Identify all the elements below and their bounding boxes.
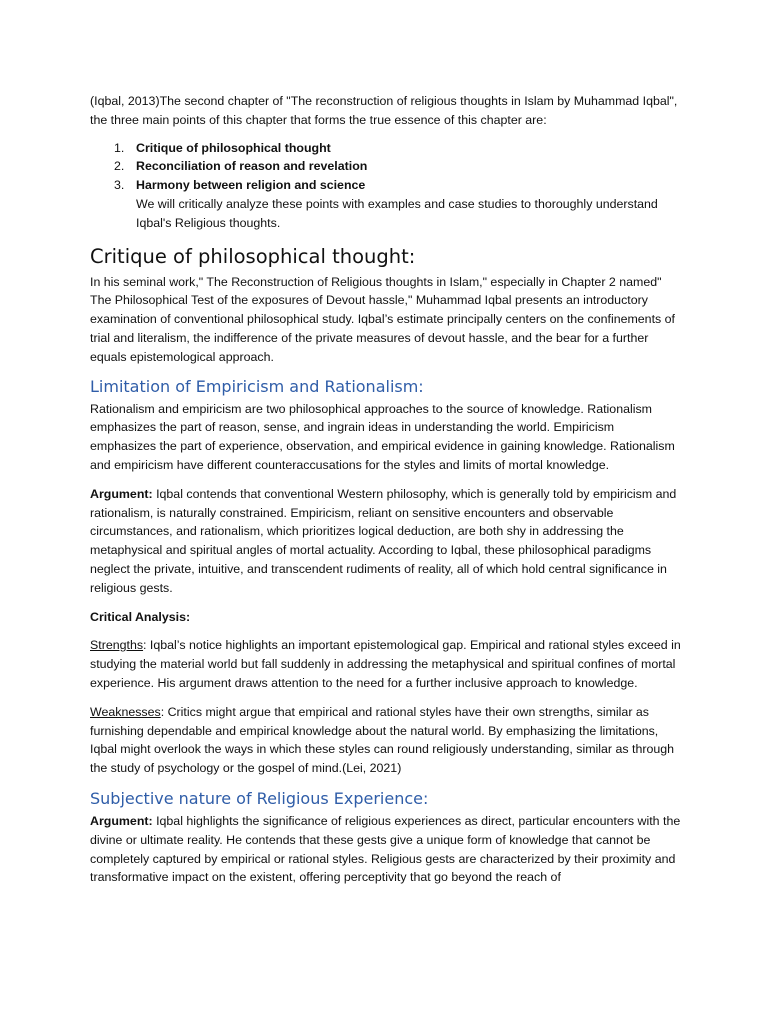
argument-label: Argument: [90, 813, 153, 828]
intro-paragraph: (Iqbal, 2013)The second chapter of "The reconstruction of religious thoughts in Islam by Muhammad Iqbal", the three main points of this chapter that forms the true essence of this chapter are: [90, 94, 678, 127]
list-follow-paragraph: We will critically analyze these points with examples and case studies to thoroughly understand Iqbal's Religious thoughts. [136, 196, 658, 230]
document-page [90, 92, 682, 887]
strengths-paragraph [90, 636, 682, 692]
list-number: 1. [114, 140, 125, 155]
argument-paragraph [90, 485, 682, 598]
strengths-label: Strengths [90, 638, 144, 653]
list-item-text: Critique of philosophical thought [136, 140, 331, 155]
argument-text: Iqbal highlights the significance of religious experiences as direct, particular encounters with the divine or ultimate reality. He contends that these gests give a unique form of knowledge that cannot be completely captured by empirical or rational styles. Religious gests are characterized by their proximity and transformative impact on the existent, offering perceptivity that go beyond the reach of [90, 813, 681, 885]
critical-analysis-label: Critical Analysis: [90, 609, 191, 624]
list-item-text: Reconciliation of reason and revelation [136, 159, 368, 174]
list-item [90, 139, 682, 158]
weaknesses-label: Weaknesses [90, 704, 161, 719]
strengths-text: : Iqbal’s notice highlights an important epistemological gap. Empirical and rational styles exceed in studying the material world but fall suddenly in addressing the metaphysical and spiritual confines of mortal experience. His argument draws attention to the need for a further inclusive approach to knowledge. [90, 638, 681, 690]
list-item [90, 176, 682, 195]
argument-text: Iqbal contends that conventional Western philosophy, which is generally told by empiricism and rationalism, is naturally constrained. Empiricism, reliant on sensitive encounters and observable circumstances, and rationalism, which prioritizes logical deduction, are both shy in addressing the metaphysical and spiritual angles of mortal actuality. According to Iqbal, these philosophical paradigms neglect the private, intuitive, and transcendent rudiments of reality, all of which hold central significance in religious gests. [90, 486, 677, 595]
list-number: 3. [114, 178, 125, 193]
section-body-critique: In his seminal work," The Reconstruction of Religious thoughts in Islam," especially in Chapter 2 named" The Philosophical Test of the exposures of Devout hassle," Muhammad Iqbal presents an introductory examination of conventional philosophical study. Iqbal’s estimate principally centers on the confinements of trial and literalism, the indifference of the private measures of devout hassle, and the bear for a further equals epistemological approach. [90, 274, 675, 364]
subjective-argument-paragraph [90, 812, 682, 887]
list-number: 2. [114, 159, 125, 174]
section-heading-critique: Critique of philosophical thought: [90, 244, 416, 268]
section-heading-subjective: Subjective nature of Religious Experience: [90, 788, 429, 808]
list-item-text: Harmony between religion and science [136, 178, 366, 193]
weaknesses-paragraph [90, 703, 682, 778]
weaknesses-text: : Critics might argue that empirical and rational styles have their own strengths, similar as furnishing dependable and empirical knowledge about the natural world. By emphasizing the limitations, Iqbal might overlook the ways in which these styles can round religiously understanding, similar as through the study of psychology or the gospel of mind.(Lei, 2021) [90, 704, 675, 776]
main-points-list [90, 139, 682, 195]
section-heading-limitation: Limitation of Empiricism and Rationalism: [90, 376, 424, 396]
list-item [90, 157, 682, 176]
argument-label: Argument: [90, 486, 153, 501]
section-body-limitation: Rationalism and empiricism are two philosophical approaches to the source of knowledge. Rationalism emphasizes the part of reason, sense, and ingrain ideas in understanding the world. Empiricism emphasizes the part of experience, observation, and empirical evidence in gaining knowledge. Rationalism and empiricism have different counteraccusations for the styles and limits of mortal knowledge. [90, 401, 675, 472]
